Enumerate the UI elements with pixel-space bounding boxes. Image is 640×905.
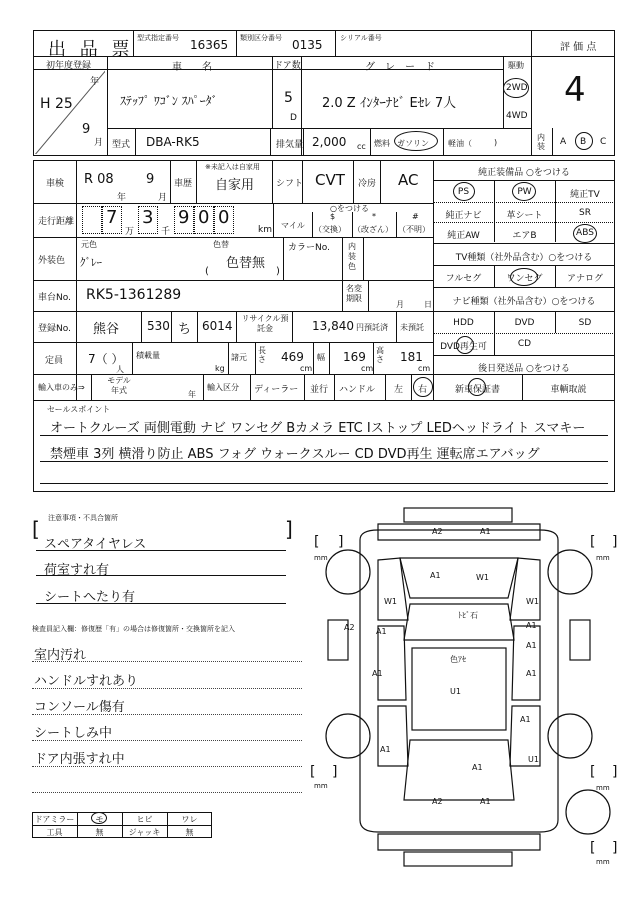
meter-note: ○をつける	[330, 204, 369, 213]
inspector-note-1: 室内汚れ	[34, 648, 87, 663]
grade: 2.0 Z ｲﾝﾀｰﾅﾋﾞ Eｾﾚ 7人	[322, 96, 457, 111]
month-unit: 月	[94, 138, 104, 148]
doors-label: ドア数	[274, 61, 301, 71]
inspection-year: R 08	[84, 172, 114, 187]
svg-text:A1: A1	[480, 527, 491, 536]
height: 181	[400, 350, 423, 364]
mileage-digit-6: 0	[198, 207, 210, 228]
handle-right: 右	[418, 385, 428, 395]
serial-label: シリアル番号	[340, 34, 382, 42]
score-label: 評 価 点	[560, 42, 597, 53]
svg-text:ﾄﾋﾞ石: ﾄﾋﾞ石	[458, 611, 478, 620]
diesel: 軽油（	[448, 139, 472, 148]
car-name-label: 車 名	[172, 62, 212, 73]
svg-text:A1: A1	[526, 621, 537, 630]
capacity-label: 定員	[45, 356, 64, 366]
drive-4wd: 4WD	[506, 111, 528, 121]
inspector-note-4: シートしみ中	[34, 726, 113, 741]
fuel-label: 燃料	[374, 139, 390, 148]
inspector-note-2: ハンドルすれあり	[34, 674, 139, 689]
svg-text:[: [	[590, 764, 596, 780]
svg-text:[: [	[310, 764, 316, 780]
name-change-label: 名変期限	[346, 284, 362, 303]
svg-text:mm: mm	[596, 784, 610, 792]
type-label: 型式	[112, 140, 131, 150]
shift: CVT	[315, 171, 345, 189]
model-code-label: 型式指定番号	[137, 34, 179, 42]
chassis-label: 車台No.	[38, 293, 71, 303]
grade-a: A	[560, 137, 567, 147]
door-unit: D	[290, 113, 297, 123]
svg-text:A2: A2	[432, 797, 443, 806]
svg-text:mm: mm	[314, 782, 328, 790]
mileage-digit-7: 0	[218, 207, 230, 228]
svg-text:mm: mm	[596, 554, 610, 562]
inspector-note-3: コンソール傷有	[34, 700, 125, 715]
reg-label: 登録No.	[38, 324, 71, 334]
mileage-digit-5: 9	[178, 207, 190, 228]
form-title: 出 品 票	[48, 39, 134, 60]
class-code: 0135	[292, 38, 323, 52]
svg-text:A1: A1	[526, 641, 537, 650]
cc: cc	[357, 142, 366, 151]
recycle-label: リサイクル預託金	[241, 314, 289, 333]
svg-text:A2: A2	[344, 623, 355, 632]
recycle: 13,840	[312, 319, 354, 333]
svg-text:色ｱｾ: 色ｱｾ	[450, 655, 466, 664]
svg-text:mm: mm	[314, 554, 328, 562]
svg-text:[: [	[314, 534, 320, 550]
grade-b: B	[580, 137, 587, 147]
inspector-label: 検査員記入欄：修復歴「有」の場合は修復箇所・交換箇所を記入	[32, 625, 235, 633]
svg-text:A1: A1	[472, 763, 483, 772]
svg-text:]: ]	[338, 534, 344, 550]
reg-class: 530	[147, 319, 170, 333]
ac: AC	[398, 171, 419, 189]
fuel: ガソリン	[397, 139, 429, 148]
history-label: 車歴	[174, 179, 193, 189]
score-value: 4	[564, 70, 586, 110]
original-color: ｸﾞﾚｰ	[80, 256, 102, 269]
color-no-label: カラーNo.	[288, 243, 330, 253]
inspector-note-5: ドア内張すれ中	[34, 752, 125, 767]
reg-area: 熊谷	[93, 322, 120, 337]
first-reg-month: 9	[82, 122, 91, 137]
svg-text:mm: mm	[596, 858, 610, 866]
sales-label: セールスポイント	[47, 405, 111, 414]
first-reg-year: H 25	[40, 96, 73, 112]
drive-label: 駆動	[508, 61, 524, 70]
year-label: 初年度登録	[46, 61, 92, 71]
model-type: DBA-RK5	[146, 135, 200, 149]
svg-text:A1: A1	[372, 669, 383, 678]
svg-text:[: [	[590, 840, 596, 856]
capacity: 7（ ）	[88, 352, 124, 366]
displacement-label: 排気量	[276, 140, 304, 150]
note-3: シートへたり有	[44, 590, 136, 605]
svg-text:]: ]	[612, 764, 618, 780]
svg-text:A1: A1	[526, 669, 537, 678]
displacement: 2,000	[312, 135, 347, 149]
svg-text:A1: A1	[520, 715, 531, 724]
color-label: 外装色	[38, 256, 66, 266]
doors: 5	[284, 90, 293, 106]
reg-kana: ち	[178, 322, 192, 337]
ac-label: 冷房	[358, 179, 377, 189]
svg-text:U1: U1	[450, 687, 461, 696]
grade-c: C	[600, 137, 607, 147]
car-damage-diagram	[300, 500, 620, 900]
sales-line-1: オートクルーズ 両側電動 ナビ ワンセグ Bカメラ ETC Iストップ LEDヘッドライト スマキー	[50, 421, 586, 436]
shift-label: シフト	[276, 179, 304, 189]
class-label: 類別区分番号	[240, 34, 282, 42]
history-note: ※未記入は自家用	[205, 163, 260, 171]
mileage-digit-2: 7	[106, 207, 118, 228]
inspection-label: 車検	[46, 179, 65, 189]
svg-text:A1: A1	[430, 571, 441, 580]
svg-text:A2: A2	[432, 527, 443, 536]
grade-label: グ レ ー ド	[365, 62, 435, 73]
svg-text:W1: W1	[476, 573, 489, 582]
mileage-digit-3: 3	[142, 207, 154, 228]
svg-text:]: ]	[612, 840, 618, 856]
options-title: 純正装備品 ○をつける	[478, 168, 570, 178]
width: 169	[343, 350, 366, 364]
history: 自家用	[215, 178, 255, 193]
svg-text:W1: W1	[384, 597, 397, 606]
interior-color-label: 内装色	[348, 242, 356, 271]
sales-line-2: 禁煙車 3列 横滑り防止 ABS フォグ ウォークスルー CD DVD再生 運転席エアバッグ	[50, 447, 540, 462]
length: 469	[281, 350, 304, 364]
notes-label: 注意事項・不具合箇所	[48, 514, 118, 522]
chassis: RK5-1361289	[86, 287, 182, 303]
repaint: 色替無	[226, 256, 266, 271]
reg-number: 6014	[202, 319, 233, 333]
svg-text:W1: W1	[526, 597, 539, 606]
car-name: ｽﾃｯﾌﾟ ﾜｺﾞﾝ ｽﾊﾟｰﾀﾞ	[120, 94, 218, 108]
svg-text:A1: A1	[480, 797, 491, 806]
svg-text:]: ]	[612, 534, 618, 550]
svg-text:U1: U1	[528, 755, 539, 764]
note-1: スペアタイヤレス	[44, 537, 147, 552]
svg-text:A1: A1	[380, 745, 391, 754]
note-2: 荷室すれ有	[44, 563, 110, 578]
svg-text:[: [	[590, 534, 596, 550]
inspection-month: 9	[146, 172, 155, 187]
drive-2wd: 2WD	[506, 83, 528, 93]
model-code: 16365	[190, 38, 229, 52]
mileage-label: 走行距離	[38, 217, 75, 227]
svg-text:A1: A1	[376, 627, 387, 636]
svg-text:]: ]	[332, 764, 338, 780]
interior-label: 内装	[537, 133, 545, 151]
year-unit: 年	[90, 77, 100, 87]
